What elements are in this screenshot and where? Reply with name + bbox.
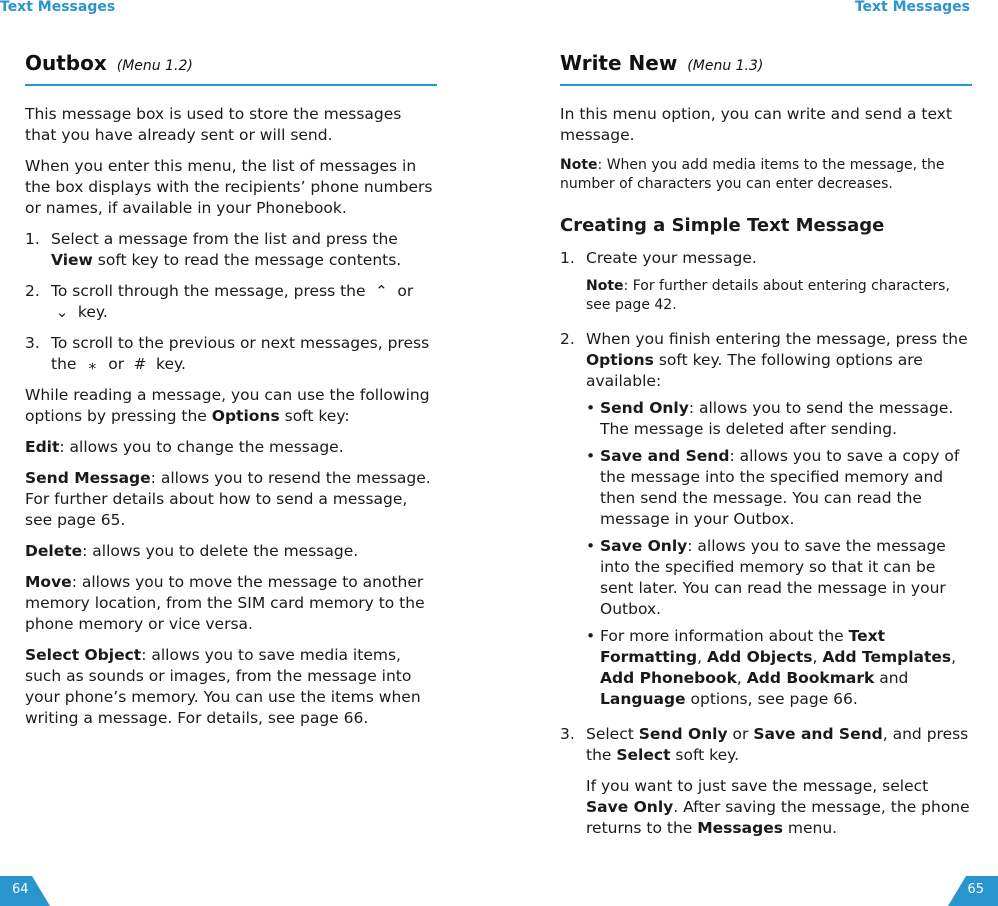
step-text: or xyxy=(103,355,130,373)
note xyxy=(560,156,972,194)
option-select-object xyxy=(25,645,437,729)
bullet-save-and-send xyxy=(586,446,972,530)
step-text: or xyxy=(727,725,754,743)
step-text: key. xyxy=(73,303,108,321)
note-label: Note xyxy=(560,157,598,173)
subheading: Creating a Simple Text Message xyxy=(560,215,885,236)
step-1 xyxy=(560,248,972,269)
section-title-outbox xyxy=(25,50,437,86)
step-bold: Select xyxy=(616,746,671,764)
note-text: : When you add media items to the message, the number of characters you can enter decreases. xyxy=(560,157,945,192)
bullet-save-only xyxy=(586,536,972,620)
bullet-text: For more information about the xyxy=(600,627,849,645)
option-term: Send Message xyxy=(25,469,151,487)
note-label: Note xyxy=(586,278,624,294)
step-number: 2. xyxy=(560,330,575,348)
intro-paragraph: In this menu option, you can write and send a text message. xyxy=(560,105,952,144)
step-number: 3. xyxy=(560,725,575,743)
bullet-term: Add Phonebook xyxy=(600,669,737,687)
step-text: To scroll to the previous or next messages, press the xyxy=(51,334,430,373)
running-head-right: Text Messages xyxy=(854,0,970,15)
intro-paragraph: This message box is used to store the messages that you have already sent or will send. xyxy=(25,105,402,144)
step-text: . After saving the message, the phone returns to the xyxy=(586,798,970,837)
step-bold: Send Only xyxy=(638,725,728,743)
step-number: 2. xyxy=(25,282,40,300)
bullet-term: Add Templates xyxy=(822,648,952,666)
page-number-right: 65 xyxy=(967,882,984,897)
menu-ref: (Menu 1.3) xyxy=(687,58,764,74)
option-move xyxy=(25,572,437,635)
option-desc: : allows you to resend the message. For further details about how to send a message, see page 65. xyxy=(25,469,431,529)
step-number: 1. xyxy=(560,249,575,267)
step-text: Select xyxy=(586,725,639,743)
option-desc: : allows you to change the message. xyxy=(59,438,344,456)
step-bold: Messages xyxy=(697,819,783,837)
bullet-term: Text Formatting xyxy=(600,627,886,666)
bullet-dot: • xyxy=(586,399,596,417)
step-text: key. xyxy=(151,355,186,373)
step-text: soft key. xyxy=(670,746,740,764)
option-desc: : allows you to delete the message. xyxy=(82,542,359,560)
bullet-text: , xyxy=(736,669,747,687)
step-text: or xyxy=(392,282,414,300)
running-head-left: Text Messages xyxy=(0,0,116,15)
option-send-message xyxy=(25,468,437,531)
left-page xyxy=(25,50,437,729)
bullet-text: , xyxy=(951,648,957,666)
bullet-text: , xyxy=(812,648,823,666)
step-text: Select a message from the list and press the xyxy=(51,230,398,248)
step-text: If you want to just save the message, select xyxy=(586,777,929,795)
bullet-desc: : allows you to save the message into the specified memory so that it can be sent later. You can read the message in your Outbox. xyxy=(600,537,946,618)
step-1 xyxy=(25,229,437,271)
step-bold: Save and Send xyxy=(753,725,883,743)
section-title-text: Outbox xyxy=(25,51,107,75)
step-number: 1. xyxy=(25,230,40,248)
step-2 xyxy=(560,329,972,392)
up-key-icon: ⌃ xyxy=(375,282,388,300)
step-number: 3. xyxy=(25,334,40,352)
bullet-send-only xyxy=(586,398,972,440)
option-term: Delete xyxy=(25,542,83,560)
step-text: menu. xyxy=(782,819,838,837)
step-1-note xyxy=(560,277,972,315)
step-text: To scroll through the message, press the xyxy=(51,282,371,300)
star-key-icon: ⁎ xyxy=(88,355,97,373)
options-intro xyxy=(25,385,437,427)
options-intro-text: soft key: xyxy=(279,407,350,425)
options-bold: Options xyxy=(211,407,280,425)
bullet-desc: : allows you to save a copy of the message into the specified memory and then send the message. You can read the message in your Outbox. xyxy=(600,447,960,528)
step-3-extra xyxy=(560,776,972,839)
bullet-term: Save Only xyxy=(600,537,688,555)
page-number-left: 64 xyxy=(12,882,29,897)
note-text: : For further details about entering characters, see page 42. xyxy=(586,278,950,313)
bullet-term: Add Objects xyxy=(706,648,813,666)
step-text: , and press the xyxy=(586,725,969,764)
option-edit xyxy=(25,437,437,458)
step-bold: View xyxy=(51,251,93,269)
bullet-text: options, see page 66. xyxy=(685,690,858,708)
bullet-text: , xyxy=(697,648,707,666)
bullet-term: Save and Send xyxy=(600,447,730,465)
step-text: soft key. The following options are available: xyxy=(586,351,923,390)
section-title-write-new xyxy=(560,50,972,86)
step-bold: Options xyxy=(586,351,654,369)
option-desc: : allows you to move the message to another memory location, from the SIM card memory to the phone memory or vice versa. xyxy=(25,573,425,633)
bullet-dot: • xyxy=(586,627,596,645)
bullet-term: Add Bookmark xyxy=(746,669,875,687)
hash-key-icon: # xyxy=(133,355,147,373)
options-intro-text: While reading a message, you can use the following options by pressing the xyxy=(25,386,430,425)
bullet-term: Language xyxy=(600,690,686,708)
step-text: soft key to read the message contents. xyxy=(92,251,402,269)
option-delete xyxy=(25,541,437,562)
bullet-term: Send Only xyxy=(600,399,689,417)
bullet-list xyxy=(560,398,972,710)
intro-paragraph-2: When you enter this menu, the list of messages in the box displays with the recipients’ phone numbers or names, if available in your Phonebook. xyxy=(25,157,433,217)
section-title-text: Write New xyxy=(560,51,678,75)
menu-ref: (Menu 1.2) xyxy=(116,58,193,74)
option-term: Edit xyxy=(25,438,60,456)
bullet-dot: • xyxy=(586,537,596,555)
step-bold: Save Only xyxy=(586,798,674,816)
right-page xyxy=(560,50,972,839)
bullet-more-info xyxy=(586,626,972,710)
step-3 xyxy=(560,724,972,766)
option-term: Select Object xyxy=(25,646,142,664)
step-text: When you finish entering the message, press the xyxy=(586,330,968,348)
step-3 xyxy=(25,333,437,375)
bullet-desc: : allows you to send the message. The message is deleted after sending. xyxy=(600,399,954,438)
down-key-icon: ⌄ xyxy=(55,303,69,321)
option-term: Move xyxy=(25,573,72,591)
bullet-dot: • xyxy=(586,447,596,465)
option-desc: : allows you to save media items, such as sounds or images, from the message into your phone’s memory. You can use the items when writing a message. For details, see page 66. xyxy=(25,646,421,727)
step-text: Create your message. xyxy=(586,249,757,267)
bullet-text: and xyxy=(874,669,909,687)
step-2 xyxy=(25,281,437,323)
